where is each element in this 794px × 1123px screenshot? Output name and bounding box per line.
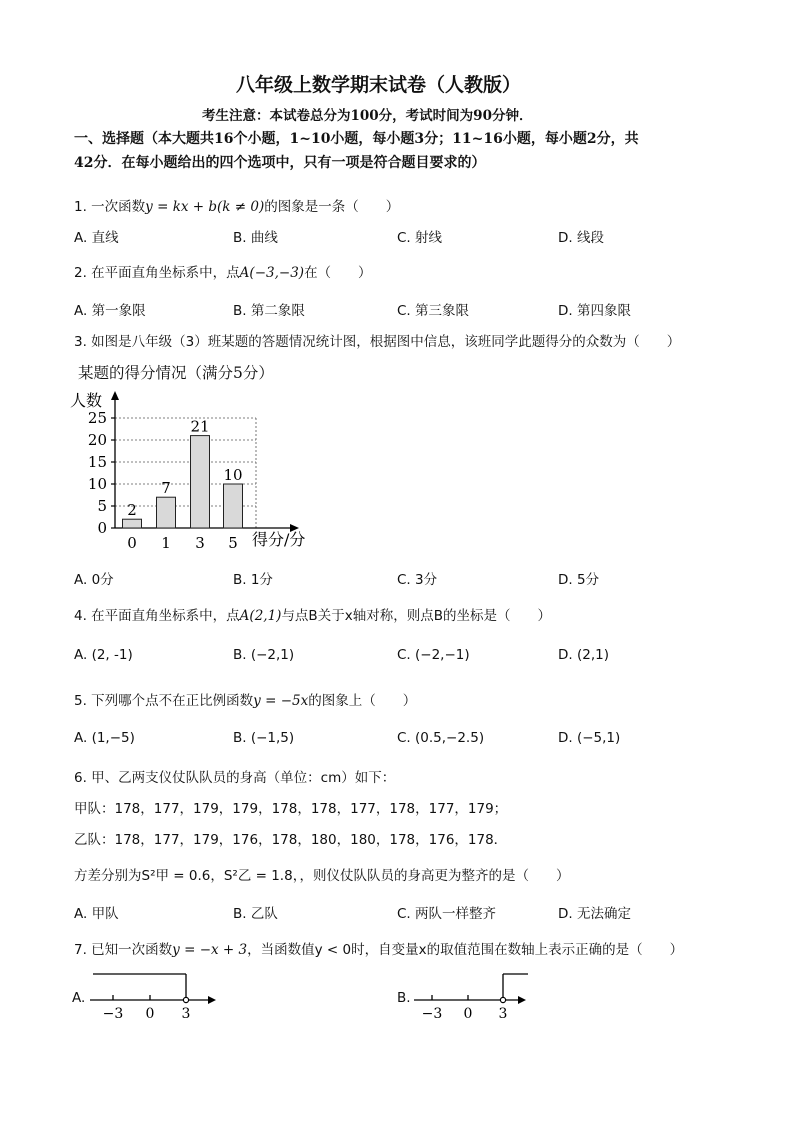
section-heading-line1: 一、选择题（本大题共16个小题，1~10小题，每小题3分；11~16小题，每小题2分，共 [74,131,639,147]
question-7-stem: 7. 已知一次函数 [74,942,173,958]
question-7 [74,938,683,958]
q2-option-c[interactable]: C. 第三象限 [397,303,470,319]
q4-option-b[interactable]: B. (−2,1) [233,647,295,663]
bar [157,497,176,528]
x-axis-label: 得分/分 [252,530,306,549]
exam-notice: 考生注意：本试卷总分为100分，考试时间为90分钟． [202,108,533,124]
q3-option-b[interactable]: B. 1分 [233,572,273,588]
q3-option-a[interactable]: A. 0分 [74,572,114,588]
nlb-tick-label-3: 3 [498,1006,508,1022]
question-7-stem-end: ，当函数值y < 0时，自变量x的取值范围在数轴上表示正确的是（ ） [247,942,684,958]
q2-option-d[interactable]: D. 第四象限 [558,303,631,319]
bar-value-label: 7 [161,479,171,498]
q1-option-c[interactable]: C. 射线 [397,230,443,246]
question-1 [74,195,399,215]
question-2 [74,261,372,281]
bar-value-label: 21 [190,417,210,436]
question-5-stem-end: 的图象上（ ） [308,693,417,709]
bar [123,519,142,528]
page-title: 八年级上数学期末试卷（人教版） [236,74,522,96]
x-tick-label: 1 [161,534,171,552]
question-5 [74,689,416,709]
bar-value-label: 2 [127,501,137,520]
question-2-stem: 2. 在平面直角坐标系中，点 [74,265,240,281]
q5-option-c[interactable]: C. (0.5,−2.5) [397,730,485,746]
x-tick-label: 5 [228,534,238,552]
bar-value-label: 10 [223,466,243,484]
team-a-heights: 甲队：178，177，179，179，178，178，177，178，177，179； [74,801,508,817]
y-axis-arrow [111,391,119,400]
bar [191,436,210,528]
q4-option-d[interactable]: D. (2,1) [558,647,609,663]
q3-option-c[interactable]: C. 3分 [397,572,438,588]
question-4-stem-end: 与点B关于x轴对称，则点B的坐标是（ ） [281,608,551,624]
question-1-stem: 1. 一次函数 [74,199,146,215]
question-4-stem: 4. 在平面直角坐标系中，点 [74,608,240,624]
q1-option-d[interactable]: D. 线段 [558,230,604,246]
y-tick-label: 10 [87,475,107,493]
q7-option-a[interactable]: A. [72,990,86,1006]
q1-option-b[interactable]: B. 曲线 [233,230,278,246]
bar [224,484,243,528]
chart-title: 某题的得分情况（满分5分） [78,364,274,382]
y-tick-label: 15 [87,453,107,471]
q5-option-b[interactable]: B. (−1,5) [233,730,295,746]
y-tick-label: 0 [97,519,107,537]
team-b-heights: 乙队：178，177，179，176，178，180，180，178，176，178． [74,832,508,848]
nla-tick-label-1: −3 [102,1006,124,1022]
q2-option-b[interactable]: B. 第二象限 [233,303,305,319]
question-1-stem-end: 的图象是一条（ ） [264,199,400,215]
q7-option-b[interactable]: B. [397,990,411,1006]
question-7-math: y = −x + 3 [172,942,248,958]
question-1-math: y = kx + b(k ≠ 0) [145,199,265,215]
nlb-tick-label-2: 0 [463,1006,473,1022]
section-heading-line2: 42分．在每小题给出的四个选项中，只有一项是符合题目要求的） [74,155,486,171]
bar-chart [66,388,326,558]
q6-option-a[interactable]: A. 甲队 [74,906,119,922]
y-tick-label: 20 [87,431,107,449]
q5-option-a[interactable]: A. (1,−5) [74,730,135,746]
q3-option-d[interactable]: D. 5分 [558,572,600,588]
question-4 [74,604,551,624]
q4-option-c[interactable]: C. (−2,−1) [397,647,470,663]
question-5-stem: 5. 下列哪个点不在正比例函数 [74,693,254,709]
q5-option-d[interactable]: D. (−5,1) [558,730,621,746]
q1-option-a[interactable]: A. 直线 [74,230,119,246]
y-tick-label: 25 [87,409,107,427]
number-line-a [86,966,226,1026]
q2-option-a[interactable]: A. 第一象限 [74,303,146,319]
q6-option-d[interactable]: D. 无法确定 [558,906,631,922]
question-5-math: y = −5x [253,693,309,709]
question-3: 3. 如图是八年级（3）班某题的答题情况统计图，根据图中信息，该班同学此题得分的众数为（ ） [74,334,681,350]
nla-tick-label-3: 3 [181,1006,191,1022]
q4-option-a[interactable]: A. (2, -1) [74,647,133,663]
section-heading [74,127,724,175]
number-line-b [410,966,550,1026]
question-2-math: A(−3,−3) [239,265,305,281]
y-tick-label: 5 [97,497,107,515]
nlb-tick-label-1: −3 [421,1006,443,1022]
question-4-math: A(2,1) [239,608,282,624]
q6-option-c[interactable]: C. 两队一样整齐 [397,906,497,922]
y-axis-label: 人数 [70,391,103,410]
q6-option-b[interactable]: B. 乙队 [233,906,278,922]
x-tick-label: 0 [127,534,137,552]
variance-statement: 方差分别为S²甲 = 0.6，S²乙 = 1.8，，则仪仗队队员的身高更为整齐的是（ ） [74,868,570,884]
nla-tick-label-2: 0 [145,1006,155,1022]
x-tick-label: 3 [195,534,205,552]
question-2-stem-end: 在（ ） [304,265,372,281]
question-6: 6. 甲、乙两支仪仗队队员的身高（单位：cm）如下： [74,770,396,786]
